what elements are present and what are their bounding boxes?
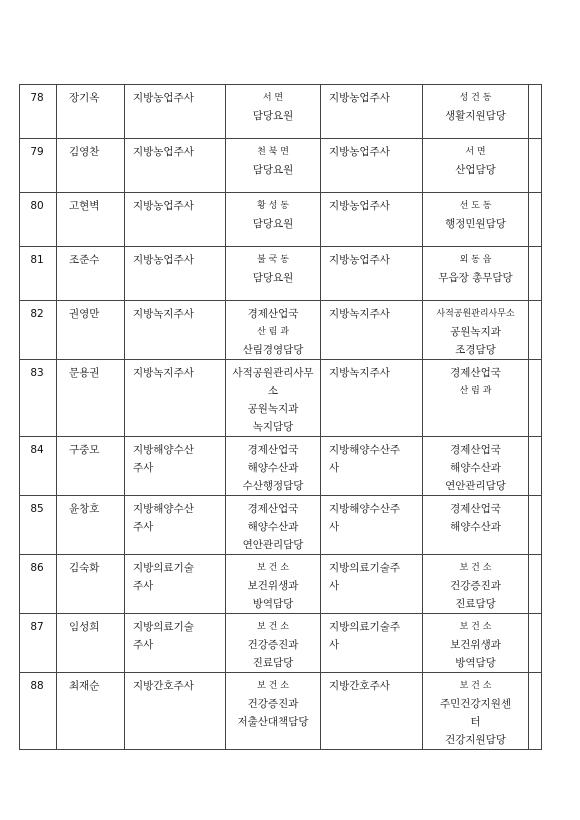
table-row (20, 85, 542, 139)
new-grade-line: 지방농업주사 (329, 200, 390, 212)
new-grade (321, 673, 423, 750)
remarks-cell (529, 555, 542, 614)
current-grade (125, 673, 226, 750)
personnel-table-container (19, 84, 541, 750)
table-row (20, 496, 542, 555)
remarks-cell (529, 437, 542, 496)
row-number-line: 81 (30, 254, 44, 266)
current-department-line: 황 성 동 (257, 201, 289, 211)
new-grade (321, 555, 423, 614)
personnel-table (19, 84, 542, 750)
current-department-line: 해양수산과 (247, 462, 299, 474)
employee-name (57, 555, 125, 614)
remarks-cell (529, 85, 542, 139)
new-grade (321, 247, 423, 301)
current-department-line: 건강증진과 (247, 639, 299, 651)
new-grade (321, 301, 423, 360)
current-department (226, 614, 321, 673)
current-department-line: 방역담당 (252, 598, 294, 610)
current-department-line: 보건위생과 (247, 580, 299, 592)
current-department (226, 139, 321, 193)
remarks-cell (529, 496, 542, 555)
current-department-line: 진료담당 (252, 657, 294, 669)
row-number (20, 614, 57, 673)
row-number-line: 79 (30, 146, 44, 158)
current-grade-line: 지방의료기술 (133, 621, 194, 633)
current-department-line: 소 (267, 385, 279, 397)
new-department-line: 경제산업국 (450, 503, 501, 515)
remarks-cell (529, 247, 542, 301)
remarks-cell (529, 301, 542, 360)
new-department-line: 무읍장 총무담당 (438, 272, 513, 284)
current-grade-line: 지방농업주사 (133, 200, 194, 212)
new-grade-line: 지방의료기술주 (329, 621, 401, 633)
current-department-line: 보 건 소 (257, 563, 289, 573)
current-department-line: 저출산대책담당 (237, 716, 309, 728)
row-number (20, 360, 57, 437)
employee-name (57, 614, 125, 673)
current-grade-line: 지방녹지주사 (133, 367, 194, 379)
new-department (423, 673, 529, 750)
current-grade-line: 지방농업주사 (133, 146, 194, 158)
new-department (423, 301, 529, 360)
new-department (423, 555, 529, 614)
employee-name-line: 최재순 (69, 680, 100, 692)
new-department-line: 보건위생과 (450, 639, 501, 651)
new-grade-line: 지방의료기술주 (329, 562, 401, 574)
new-department (423, 247, 529, 301)
row-number (20, 555, 57, 614)
employee-name-line: 장기옥 (69, 92, 100, 104)
new-department-line: 산업담당 (455, 164, 496, 176)
row-number-line: 86 (30, 562, 44, 574)
new-department-line: 건강지원담당 (445, 734, 506, 746)
new-department-line: 주민건강지원센 (439, 698, 511, 710)
new-grade-line: 사 (329, 639, 340, 651)
new-department-line: 보 건 소 (459, 622, 492, 632)
employee-name (57, 673, 125, 750)
new-grade (321, 496, 423, 555)
new-grade (321, 193, 423, 247)
employee-name-line: 구중모 (69, 444, 100, 456)
current-department-line: 경제산업국 (247, 503, 299, 515)
row-number-line: 87 (30, 621, 44, 633)
new-department-line: 경제산업국 (450, 367, 501, 379)
new-grade (321, 139, 423, 193)
new-department-line: 건강증진과 (450, 580, 501, 592)
new-department-line: 사적공원관리사무소 (436, 309, 515, 319)
new-department-line: 서 면 (465, 147, 486, 157)
current-grade-line: 주사 (133, 521, 154, 533)
employee-name-line: 김영찬 (69, 146, 100, 158)
row-number (20, 193, 57, 247)
new-department-line: 연안관리담당 (445, 480, 506, 492)
current-department-line: 산 림 과 (257, 327, 289, 337)
new-department-line: 조경담당 (455, 344, 496, 356)
new-grade-line: 지방해양수산주 (329, 503, 401, 515)
employee-name (57, 360, 125, 437)
employee-name-line: 고현벽 (69, 200, 100, 212)
current-department-line: 담당요원 (252, 110, 294, 122)
current-department-line: 연안관리담당 (242, 539, 304, 551)
table-row (20, 301, 542, 360)
employee-name (57, 85, 125, 139)
row-number (20, 673, 57, 750)
new-grade (321, 360, 423, 437)
current-grade-line: 지방농업주사 (133, 254, 194, 266)
current-grade-line: 지방의료기술 (133, 562, 194, 574)
new-department (423, 139, 529, 193)
row-number-line: 88 (30, 680, 44, 692)
current-grade (125, 85, 226, 139)
new-grade-line: 지방농업주사 (329, 254, 390, 266)
employee-name (57, 437, 125, 496)
table-row (20, 193, 542, 247)
remarks-cell (529, 360, 542, 437)
employee-name-line: 조준수 (69, 254, 100, 266)
current-department (226, 247, 321, 301)
table-row (20, 437, 542, 496)
row-number (20, 85, 57, 139)
current-department-line: 담당요원 (252, 272, 294, 284)
employee-name-line: 임성희 (69, 621, 100, 633)
new-department-line: 해양수산과 (450, 521, 501, 533)
new-department (423, 85, 529, 139)
table-row (20, 555, 542, 614)
current-department-line: 담당요원 (252, 218, 294, 230)
table-row (20, 360, 542, 437)
current-grade-line: 지방해양수산 (133, 503, 194, 515)
row-number (20, 139, 57, 193)
current-department (226, 301, 321, 360)
current-grade (125, 193, 226, 247)
table-row (20, 673, 542, 750)
new-department-line: 선 도 동 (459, 201, 492, 211)
new-grade (321, 614, 423, 673)
current-department (226, 193, 321, 247)
employee-name-line: 권영만 (69, 308, 100, 320)
current-grade (125, 437, 226, 496)
table-row (20, 139, 542, 193)
current-department (226, 496, 321, 555)
current-department-line: 보 건 소 (257, 681, 289, 691)
current-grade-line: 지방농업주사 (133, 92, 194, 104)
current-department-line: 경제산업국 (247, 308, 299, 320)
current-department (226, 360, 321, 437)
new-department (423, 496, 529, 555)
new-grade-line: 사 (329, 462, 340, 474)
new-department-line: 산 림 과 (459, 386, 492, 396)
current-grade-line: 주사 (133, 462, 154, 474)
row-number-line: 80 (30, 200, 44, 212)
new-department (423, 360, 529, 437)
new-department (423, 437, 529, 496)
employee-name (57, 301, 125, 360)
current-department-line: 건강증진과 (247, 698, 299, 710)
table-row (20, 247, 542, 301)
new-department-line: 경제산업국 (450, 444, 501, 456)
current-grade (125, 555, 226, 614)
table-row (20, 614, 542, 673)
new-department (423, 193, 529, 247)
employee-name-line: 윤창호 (69, 503, 100, 515)
current-grade (125, 614, 226, 673)
new-department (423, 614, 529, 673)
current-department-line: 천 북 면 (257, 147, 289, 157)
employee-name-line: 김숙화 (69, 562, 100, 574)
new-department-line: 진료담당 (455, 598, 496, 610)
remarks-cell (529, 139, 542, 193)
row-number (20, 437, 57, 496)
new-grade-line: 지방해양수산주 (329, 444, 401, 456)
current-department (226, 437, 321, 496)
new-grade-line: 지방간호주사 (329, 680, 390, 692)
current-grade (125, 301, 226, 360)
new-department-line: 해양수산과 (450, 462, 501, 474)
new-department-line: 생활지원담당 (445, 110, 506, 122)
current-grade-line: 지방해양수산 (133, 444, 194, 456)
new-grade-line: 지방녹지주사 (329, 367, 390, 379)
new-department-line: 공원녹지과 (450, 326, 501, 338)
new-grade-line: 지방농업주사 (329, 92, 390, 104)
row-number-line: 82 (30, 308, 44, 320)
new-department-line: 행정민원담당 (445, 218, 506, 230)
current-department-line: 녹지담당 (252, 421, 294, 433)
current-department-line: 공원녹지과 (247, 403, 299, 415)
current-department-line: 해양수산과 (247, 521, 299, 533)
new-grade (321, 85, 423, 139)
new-grade-line: 사 (329, 580, 340, 592)
table-body (20, 85, 542, 750)
row-number-line: 83 (30, 367, 44, 379)
current-department-line: 산림경영담당 (242, 344, 304, 356)
remarks-cell (529, 193, 542, 247)
row-number-line: 84 (30, 444, 44, 456)
new-department-line: 터 (470, 716, 481, 728)
current-department-line: 사적공원관리사무 (232, 367, 314, 379)
current-grade (125, 139, 226, 193)
current-department-line: 불 국 동 (257, 255, 289, 265)
remarks-cell (529, 614, 542, 673)
row-number-line: 85 (30, 503, 44, 515)
row-number (20, 301, 57, 360)
employee-name (57, 247, 125, 301)
current-department (226, 85, 321, 139)
new-department-line: 보 건 소 (459, 681, 492, 691)
current-department (226, 673, 321, 750)
employee-name (57, 193, 125, 247)
new-grade-line: 사 (329, 521, 340, 533)
remarks-cell (529, 673, 542, 750)
new-grade-line: 지방농업주사 (329, 146, 390, 158)
current-department-line: 담당요원 (252, 164, 294, 176)
new-department-line: 보 건 소 (459, 563, 492, 573)
current-department (226, 555, 321, 614)
current-grade-line: 지방녹지주사 (133, 308, 194, 320)
employee-name (57, 139, 125, 193)
row-number-line: 78 (30, 92, 44, 104)
employee-name (57, 496, 125, 555)
current-department-line: 보 건 소 (257, 622, 289, 632)
current-grade (125, 247, 226, 301)
new-grade (321, 437, 423, 496)
new-department-line: 성 건 동 (459, 93, 492, 103)
current-department-line: 서 면 (262, 93, 284, 103)
current-grade-line: 주사 (133, 639, 154, 651)
current-department-line: 경제산업국 (247, 444, 299, 456)
new-department-line: 외 동 읍 (459, 255, 492, 265)
current-grade (125, 360, 226, 437)
new-department-line: 방역담당 (455, 657, 496, 669)
current-grade-line: 지방간호주사 (133, 680, 194, 692)
row-number (20, 496, 57, 555)
current-department-line: 수산행정담당 (242, 480, 304, 492)
employee-name-line: 문용권 (69, 367, 100, 379)
current-grade (125, 496, 226, 555)
row-number (20, 247, 57, 301)
new-grade-line: 지방녹지주사 (329, 308, 390, 320)
current-grade-line: 주사 (133, 580, 154, 592)
